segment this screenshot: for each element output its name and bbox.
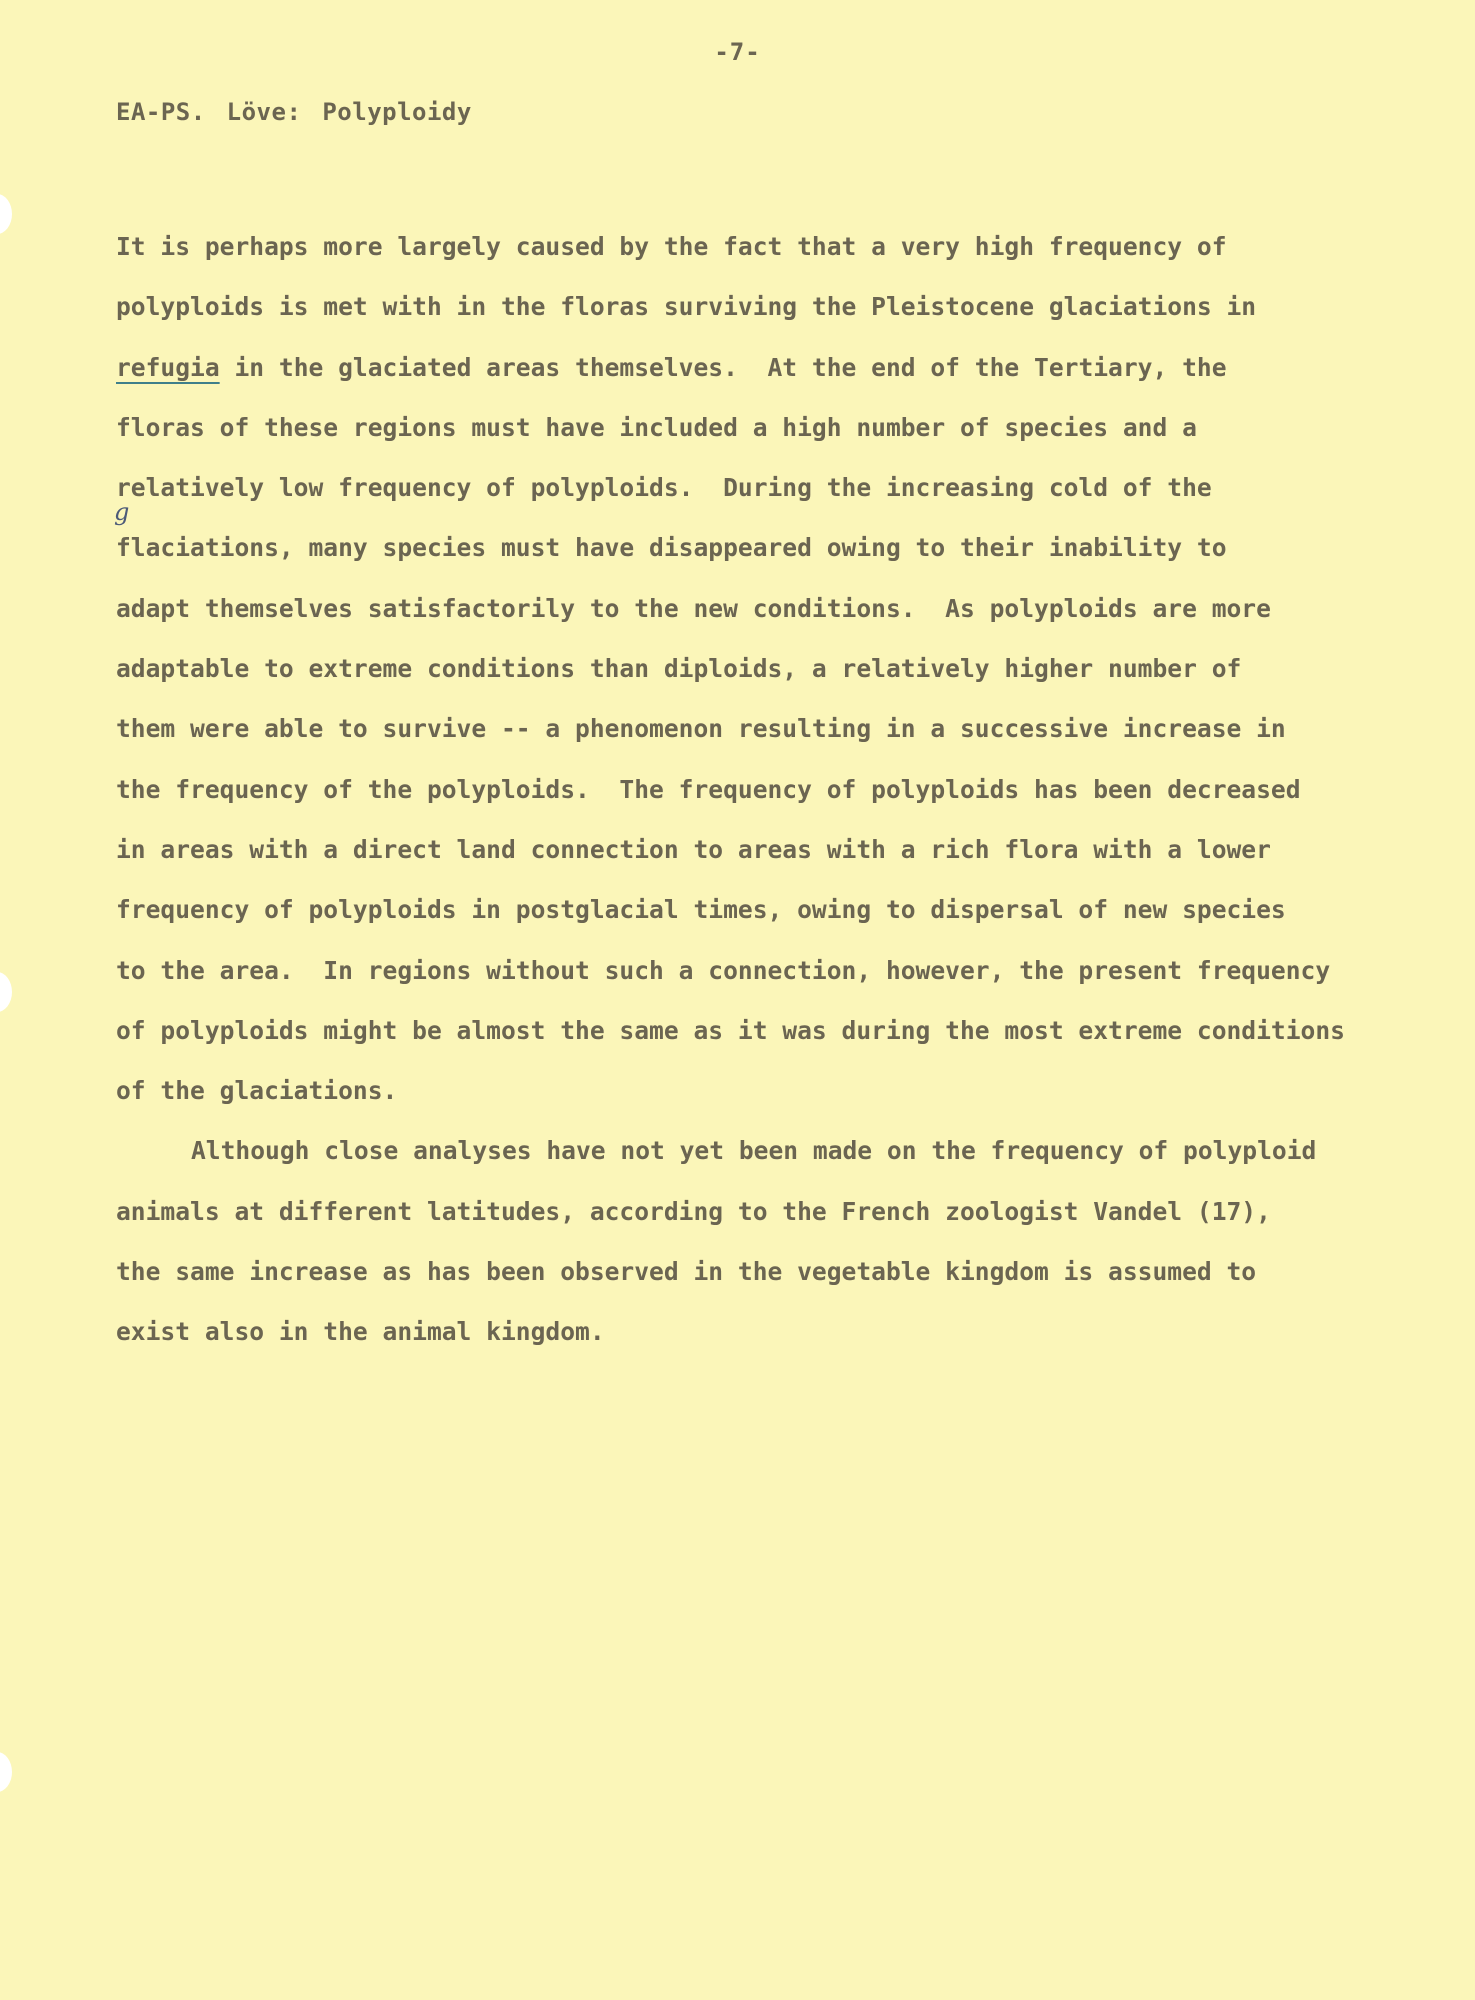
punch-hole (0, 1752, 12, 1792)
text-line: adapt themselves satisfactorily to the new conditions. As polyploids are more (116, 593, 1271, 623)
page-number: -7- (714, 38, 761, 66)
text-line: animals at different latitudes, according to the French zoologist Vandel (17), (116, 1196, 1271, 1226)
text-line: floras of these regions must have included a high number of species and a (116, 412, 1197, 442)
text-line: polyploids is met with in the floras surviving the Pleistocene glaciations in (116, 292, 1257, 322)
text-line: to the area. In regions without such a connection, however, the present frequency (116, 955, 1331, 985)
text-line: adaptable to extreme conditions than diploids, a relatively higher number of (116, 654, 1242, 684)
underlined-word: refugia (116, 352, 220, 382)
text-line: flaciations, many species must have disappeared owing to their inability to (116, 533, 1227, 563)
paragraph-1 (116, 217, 1416, 1121)
punch-hole (0, 194, 12, 234)
punch-hole (0, 972, 12, 1012)
text-segment: in the glaciated areas themselves. At the end of the Tertiary, the (219, 352, 1227, 382)
text-line: Although close analyses have not yet been made on the frequency of polyploid (191, 1136, 1317, 1166)
text-line: exist also in the animal kingdom. (116, 1317, 605, 1347)
text-line: frequency of polyploids in postglacial times, owing to dispersal of new species (116, 895, 1286, 925)
text-line: the same increase as has been observed in the vegetable kingdom is assumed to (116, 1257, 1257, 1287)
text-line: It is perhaps more largely caused by the fact that a very high frequency of (116, 232, 1227, 261)
text-line (116, 338, 1416, 398)
text-line: relatively low frequency of polyploids. During the increasing cold of the (116, 473, 1212, 503)
handwritten-correction: g (114, 498, 130, 526)
body-text (116, 217, 1416, 1363)
text-line: of the glaciations. (116, 1076, 398, 1106)
text-line: of polyploids might be almost the same as it was during the most extreme conditions (116, 1015, 1345, 1045)
text-line: in areas with a direct land connection to areas with a rich flora with a lower (116, 834, 1271, 864)
running-head: EA-PS. Löve: Polyploidy (116, 98, 472, 126)
text-line: the frequency of the polyploids. The frequency of polyploids has been decreased (116, 774, 1301, 804)
paragraph-2 (116, 1121, 1416, 1362)
text-line: them were able to survive -- a phenomenon resulting in a successive increase in (116, 714, 1286, 744)
